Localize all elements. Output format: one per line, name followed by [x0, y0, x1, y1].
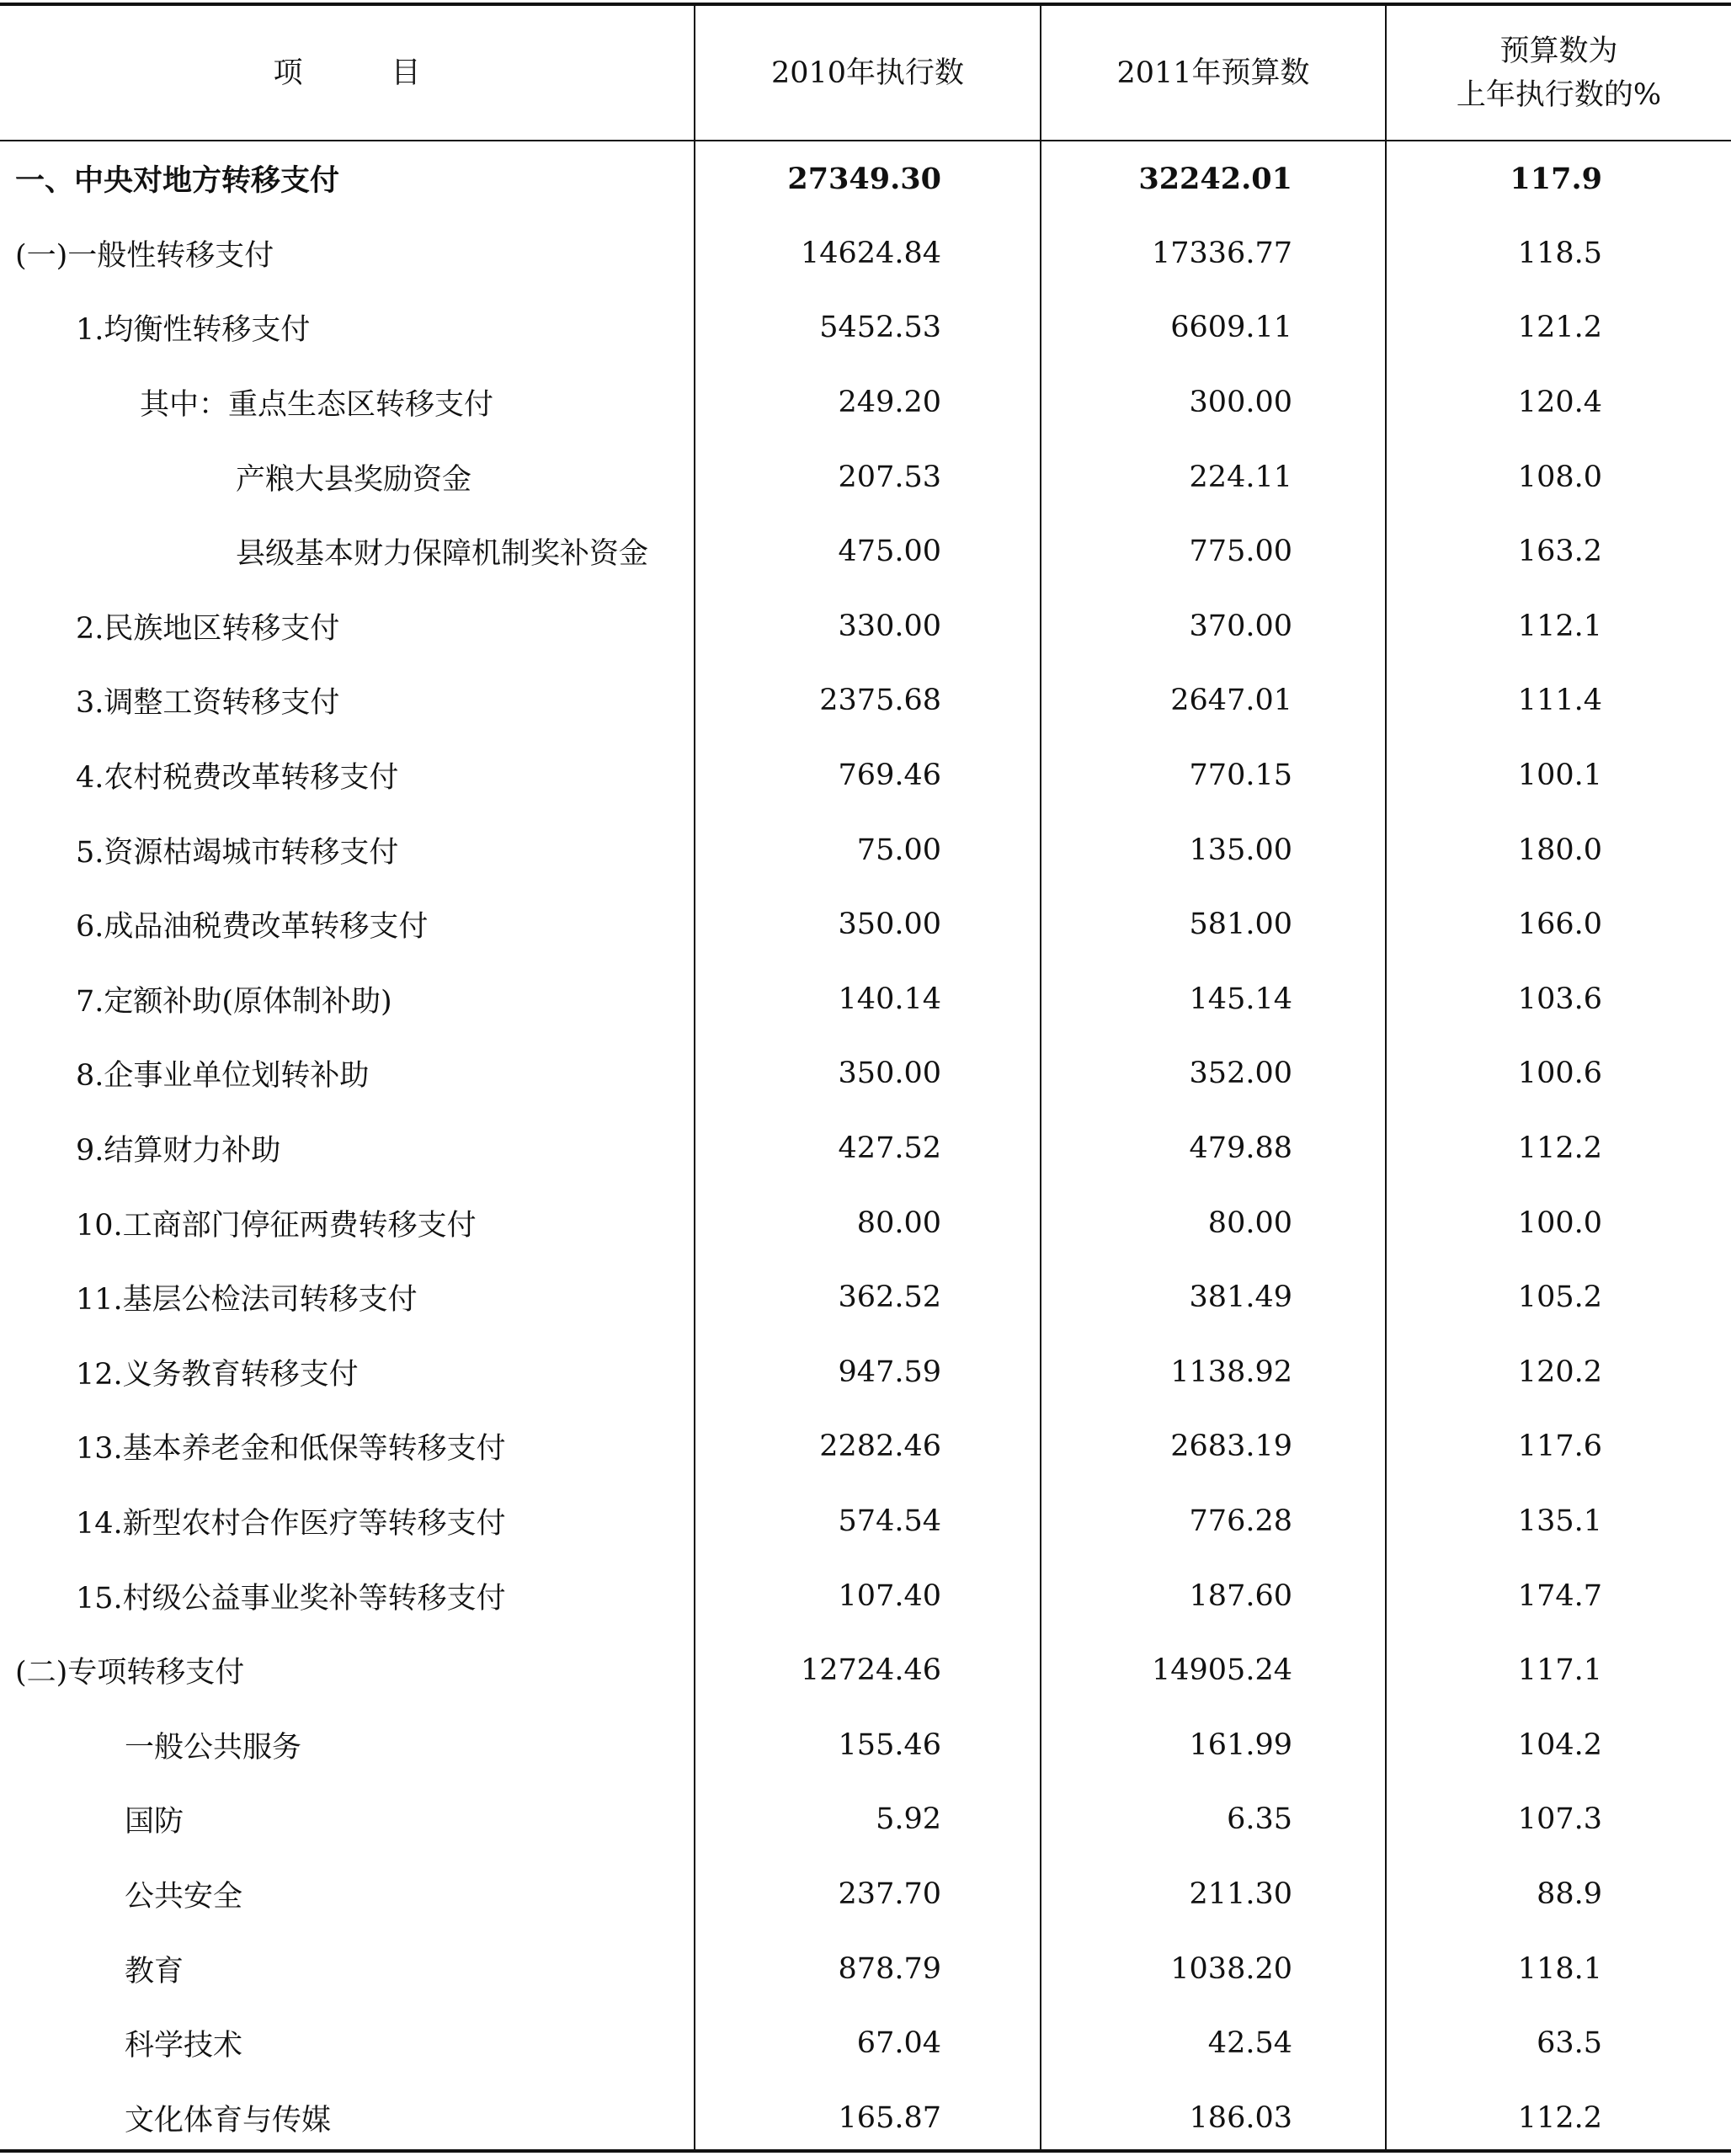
value-percent: 117.9 [1510, 161, 1602, 196]
table-row [0, 1931, 1731, 2006]
table-row [0, 141, 1731, 216]
value-2010: 14624.84 [800, 236, 941, 270]
value-2010: 5.92 [876, 1802, 941, 1837]
table-row [0, 1857, 1731, 1932]
value-percent: 120.4 [1517, 386, 1602, 420]
value-2011: 1138.92 [1170, 1355, 1292, 1389]
table-row [0, 1185, 1731, 1260]
row-label: 11.基层公检法司转移支付 [76, 1283, 418, 1318]
row-label: 国防 [125, 1805, 184, 1839]
value-2011: 17336.77 [1151, 236, 1292, 270]
value-percent: 163.2 [1517, 535, 1602, 569]
row-label: 1.均衡性转移支付 [76, 313, 311, 348]
value-2011: 370.00 [1189, 609, 1292, 643]
value-2010: 350.00 [838, 1057, 941, 1091]
row-label: 10.工商部门停征两费转移支付 [76, 1208, 477, 1243]
table-row [0, 1335, 1731, 1410]
value-percent: 117.1 [1517, 1653, 1602, 1688]
value-percent: 112.2 [1517, 2100, 1602, 2135]
value-2010: 107.40 [838, 1578, 941, 1613]
value-percent: 63.5 [1537, 2026, 1602, 2061]
value-2011: 2683.19 [1170, 1429, 1292, 1464]
row-label: 2.民族地区转移支付 [76, 611, 340, 646]
value-2011: 352.00 [1189, 1057, 1292, 1091]
value-percent: 166.0 [1517, 908, 1602, 942]
row-label: 5.资源枯竭城市转移支付 [76, 835, 399, 870]
value-percent: 135.1 [1517, 1504, 1602, 1539]
table-row [0, 738, 1731, 813]
value-2010: 165.87 [838, 2100, 941, 2135]
table-row [0, 887, 1731, 962]
value-percent: 111.4 [1517, 684, 1602, 718]
table-row [0, 2081, 1731, 2156]
value-2011: 14905.24 [1151, 1653, 1292, 1688]
value-2010: 75.00 [856, 833, 941, 867]
value-percent: 112.2 [1517, 1131, 1602, 1166]
value-2010: 769.46 [838, 759, 941, 793]
value-2011: 42.54 [1207, 2026, 1292, 2061]
row-label: 产粮大县奖励资金 [236, 462, 472, 497]
header-2010 [695, 6, 1040, 140]
value-2011: 6609.11 [1170, 311, 1292, 345]
table-row [0, 962, 1731, 1037]
row-label: (二)专项转移支付 [15, 1656, 245, 1690]
value-percent: 100.0 [1517, 1206, 1602, 1240]
value-2011: 145.14 [1189, 982, 1292, 1016]
value-percent: 100.6 [1517, 1057, 1602, 1091]
header-percent-line1: 预算数为 [1499, 34, 1618, 68]
row-label: 6.成品油税费改革转移支付 [76, 910, 429, 945]
table-row [0, 514, 1731, 589]
value-percent: 108.0 [1517, 460, 1602, 494]
row-label: 一般公共服务 [125, 1730, 302, 1765]
header-percent-line2: 上年执行数的% [1456, 77, 1662, 112]
table-row [0, 1484, 1731, 1559]
row-label: 14.新型农村合作医疗等转移支付 [76, 1507, 506, 1541]
value-percent: 103.6 [1517, 982, 1602, 1016]
value-2010: 878.79 [838, 1951, 941, 1986]
value-percent: 88.9 [1537, 1877, 1602, 1912]
value-2010: 237.70 [838, 1877, 941, 1912]
value-percent: 107.3 [1517, 1802, 1602, 1837]
value-2010: 140.14 [838, 982, 941, 1016]
table-row [0, 1782, 1731, 1857]
value-2011: 1038.20 [1170, 1951, 1292, 1986]
value-2010: 574.54 [838, 1504, 941, 1539]
value-2010: 249.20 [838, 386, 941, 420]
value-2011: 186.03 [1189, 2100, 1292, 2135]
value-percent: 121.2 [1517, 311, 1602, 345]
row-label: 9.结算财力补助 [76, 1134, 281, 1168]
value-2011: 135.00 [1189, 833, 1292, 867]
value-2011: 581.00 [1189, 908, 1292, 942]
row-label: 公共安全 [125, 1880, 243, 1914]
value-2010: 350.00 [838, 908, 941, 942]
value-2011: 2647.01 [1170, 684, 1292, 718]
row-label: 7.定额补助(原体制补助) [76, 984, 392, 1019]
value-percent: 120.2 [1517, 1355, 1602, 1389]
table-row [0, 216, 1731, 291]
value-2011: 6.35 [1227, 1802, 1292, 1837]
value-percent: 118.5 [1517, 236, 1602, 270]
value-2011: 187.60 [1189, 1578, 1292, 1613]
row-label: 其中：重点生态区转移支付 [140, 388, 494, 423]
row-label: 县级基本财力保障机制奖补资金 [236, 537, 649, 572]
table-row [0, 2006, 1731, 2081]
value-2010: 330.00 [838, 609, 941, 643]
row-label: 科学技术 [125, 2029, 243, 2063]
value-2011: 32242.01 [1138, 161, 1292, 196]
row-label: 教育 [125, 1954, 184, 1988]
table-row [0, 1260, 1731, 1335]
value-2010: 80.00 [856, 1206, 941, 1240]
value-2010: 2375.68 [819, 684, 941, 718]
value-2010: 475.00 [838, 535, 941, 569]
value-2011: 300.00 [1189, 386, 1292, 420]
table-row [0, 1409, 1731, 1484]
value-percent: 118.1 [1517, 1951, 1602, 1986]
value-2011: 224.11 [1189, 460, 1292, 494]
table-row [0, 589, 1731, 664]
value-2010: 12724.46 [800, 1653, 941, 1688]
value-2011: 479.88 [1189, 1131, 1292, 1166]
table-row [0, 290, 1731, 365]
header-percent [1387, 6, 1731, 140]
value-2010: 207.53 [838, 460, 941, 494]
value-percent: 104.2 [1517, 1727, 1602, 1762]
row-label: 3.调整工资转移支付 [76, 686, 340, 721]
table-row [0, 1708, 1731, 1783]
row-label: 一、中央对地方转移支付 [15, 163, 340, 199]
table-row [0, 663, 1731, 738]
row-label: 文化体育与传媒 [125, 2103, 332, 2137]
header-2011-label: 2011年预算数 [1116, 56, 1310, 90]
value-percent: 180.0 [1517, 833, 1602, 867]
value-percent: 100.1 [1517, 759, 1602, 793]
value-2010: 155.46 [838, 1727, 941, 1762]
table-row [0, 1558, 1731, 1633]
value-2010: 427.52 [838, 1131, 941, 1166]
table-row [0, 1036, 1731, 1111]
row-label: 12.义务教育转移支付 [76, 1357, 359, 1392]
value-2010: 5452.53 [819, 311, 941, 345]
row-label: 4.农村税费改革转移支付 [76, 761, 399, 796]
value-2010: 2282.46 [819, 1429, 941, 1464]
header-2010-label: 2010年执行数 [770, 56, 965, 90]
value-2011: 381.49 [1189, 1280, 1292, 1315]
value-percent: 117.6 [1517, 1429, 1602, 1464]
value-2011: 776.28 [1189, 1504, 1292, 1539]
value-2011: 161.99 [1189, 1727, 1292, 1762]
value-2011: 770.15 [1189, 759, 1292, 793]
table-row [0, 1633, 1731, 1708]
table-row [0, 365, 1731, 440]
value-2010: 67.04 [856, 2026, 941, 2061]
value-2010: 947.59 [838, 1355, 941, 1389]
value-percent: 112.1 [1517, 609, 1602, 643]
value-percent: 174.7 [1517, 1578, 1602, 1613]
header-item-label: 项 目 [273, 56, 421, 90]
value-2011: 211.30 [1189, 1877, 1292, 1912]
table-row [0, 1111, 1731, 1186]
value-2011: 775.00 [1189, 535, 1292, 569]
header-item [0, 6, 694, 140]
value-2010: 362.52 [838, 1280, 941, 1315]
table-row [0, 812, 1731, 887]
value-percent: 105.2 [1517, 1280, 1602, 1315]
row-label: 8.企事业单位划转补助 [76, 1059, 370, 1094]
table-row [0, 439, 1731, 514]
row-label: 13.基本养老金和低保等转移支付 [76, 1432, 506, 1467]
row-label: 15.村级公益事业奖补等转移支付 [76, 1581, 506, 1616]
value-2010: 27349.30 [787, 161, 941, 196]
header-2011 [1041, 6, 1385, 140]
value-2011: 80.00 [1207, 1206, 1292, 1240]
row-label: (一)一般性转移支付 [15, 238, 274, 273]
